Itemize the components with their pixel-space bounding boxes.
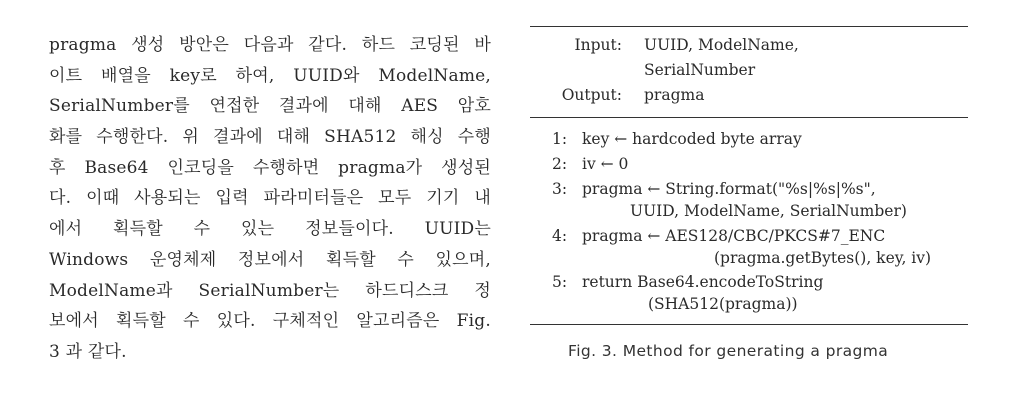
paragraph-line: SerialNumber를 연접한 결과에 대해 AES 암호 — [49, 96, 491, 117]
step-number: 2: — [552, 155, 568, 173]
body-paragraph — [49, 30, 491, 368]
step-number: 4: — [552, 227, 568, 245]
paragraph-line: Windows 운영체제 정보에서 획득할 수 있으며, — [49, 249, 491, 270]
output-label: Output: — [561, 86, 622, 104]
step-continuation: (pragma.getBytes(), key, iv) — [714, 249, 932, 267]
input-label: Input: — [574, 36, 622, 54]
bottom-rule — [530, 324, 968, 325]
algorithm-steps — [530, 118, 968, 324]
paragraph-line: 다. 이때 사용되는 입력 파라미터들은 모두 기기 내 — [49, 188, 491, 209]
paragraph-line: pragma 생성 방안은 다음과 같다. 하드 코딩된 바 — [49, 35, 491, 55]
paragraph-line: ModelName과 SerialNumber는 하드디스크 정 — [49, 280, 491, 301]
paragraph-line: 이트 배열을 key로 하여, UUID와 ModelName, — [49, 65, 491, 86]
step-continuation: (SHA512(pragma)) — [648, 295, 798, 313]
step-number: 3: — [552, 180, 568, 198]
step-text: return Base64.encodeToString — [582, 273, 824, 291]
paragraph-line: 보에서 획득할 수 있다. 구체적인 알고리즘은 Fig. — [49, 311, 491, 332]
step-continuation: UUID, ModelName, SerialNumber) — [630, 202, 907, 220]
paragraph-line: 후 Base64 인코딩을 수행하면 pragma가 생성된 — [49, 157, 491, 178]
step-text: iv ← 0 — [582, 155, 629, 173]
paragraph-line: 에서 획득할 수 있는 정보들이다. UUID는 — [49, 219, 491, 240]
output-value: pragma — [644, 86, 705, 104]
input-value-line1: UUID, ModelName, — [644, 36, 799, 54]
input-value-line2: SerialNumber — [644, 61, 756, 79]
step-number: 1: — [552, 130, 568, 148]
paragraph-line: 3 과 같다. — [49, 341, 127, 362]
paragraph-line: 화를 수행한다. 위 결과에 대해 SHA512 해싱 수행 — [49, 127, 491, 148]
step-text: pragma ← AES128/CBC/PKCS#7_ENC — [582, 227, 886, 245]
step-text: key ← hardcoded byte array — [582, 130, 802, 148]
step-number: 5: — [552, 273, 568, 291]
algorithm-box — [530, 26, 968, 325]
step-text: pragma ← String.format("%s|%s|%s", — [582, 180, 876, 198]
io-section — [530, 27, 968, 117]
figure-caption: Fig. 3. Method for generating a pragma — [568, 342, 889, 360]
